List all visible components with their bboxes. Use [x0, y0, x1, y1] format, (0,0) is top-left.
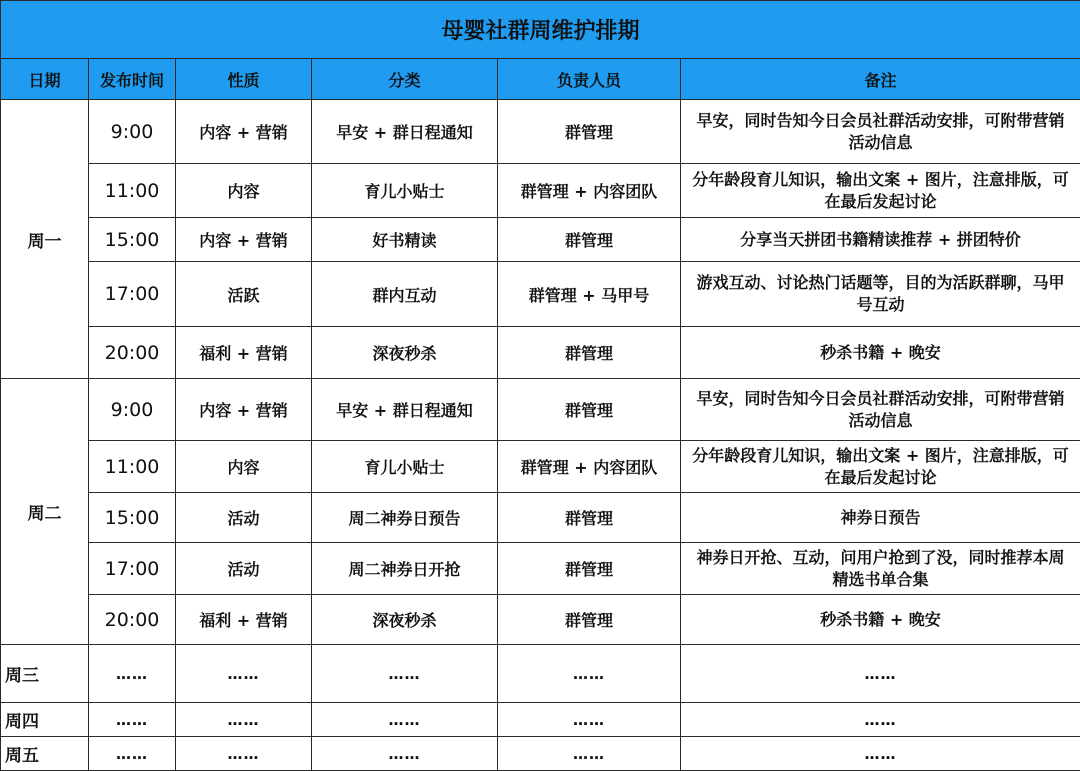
owner-cell: 群管理 [498, 543, 681, 595]
time-cell: 15:00 [89, 493, 176, 543]
table-row [1, 262, 1080, 327]
nature-cell: 内容 + 营销 [176, 379, 312, 441]
table-row [1, 327, 1080, 379]
nature-cell: 内容 [176, 164, 312, 218]
table-row [1, 100, 1080, 164]
owner-cell: 群管理 [498, 493, 681, 543]
owner-cell: 群管理 [498, 218, 681, 262]
owner-cell: 群管理 [498, 379, 681, 441]
nature-cell: …… [176, 645, 312, 703]
nature-cell: …… [176, 737, 312, 771]
category-cell: 周二神券日开抢 [312, 543, 498, 595]
table-row [1, 737, 1080, 771]
nature-cell: 活动 [176, 543, 312, 595]
note-cell: 秒杀书籍 + 晚安 [681, 327, 1080, 379]
time-cell: …… [89, 703, 176, 737]
category-cell: 早安 + 群日程通知 [312, 379, 498, 441]
note-cell: 神券日预告 [681, 493, 1080, 543]
day-cell: 周五 [1, 737, 89, 771]
table-row [1, 441, 1080, 493]
table-row [1, 379, 1080, 441]
note-cell: 游戏互动、讨论热门话题等，目的为活跃群聊，马甲号互动 [681, 262, 1080, 327]
note-cell: 分享当天拼团书籍精读推荐 + 拼团特价 [681, 218, 1080, 262]
nature-cell: 福利 + 营销 [176, 595, 312, 645]
nature-cell: …… [176, 703, 312, 737]
owner-cell: 群管理 [498, 327, 681, 379]
category-cell: …… [312, 645, 498, 703]
owner-cell: 群管理 [498, 100, 681, 164]
table-row [1, 493, 1080, 543]
table-row [1, 703, 1080, 737]
table-title: 母婴社群周维护排期 [1, 1, 1080, 59]
day-cell: 周四 [1, 703, 89, 737]
note-cell: 早安，同时告知今日会员社群活动安排，可附带营销活动信息 [681, 100, 1080, 164]
category-cell: …… [312, 737, 498, 771]
header-category: 分类 [312, 59, 498, 100]
time-cell: 20:00 [89, 327, 176, 379]
time-cell: 15:00 [89, 218, 176, 262]
note-cell: …… [681, 737, 1080, 771]
category-cell: 育儿小贴士 [312, 441, 498, 493]
note-cell: 神券日开抢、互动，问用户抢到了没，同时推荐本周精选书单合集 [681, 543, 1080, 595]
table-row [1, 164, 1080, 218]
header-row [1, 59, 1080, 100]
owner-cell: …… [498, 645, 681, 703]
table-row [1, 218, 1080, 262]
category-cell: …… [312, 703, 498, 737]
nature-cell: 内容 + 营销 [176, 100, 312, 164]
time-cell: 17:00 [89, 262, 176, 327]
header-nature: 性质 [176, 59, 312, 100]
nature-cell: 活动 [176, 493, 312, 543]
time-cell: 17:00 [89, 543, 176, 595]
category-cell: 深夜秒杀 [312, 327, 498, 379]
day-cell: 周二 [1, 379, 89, 645]
category-cell: 好书精读 [312, 218, 498, 262]
note-cell: 分年龄段育儿知识，输出文案 + 图片，注意排版，可在最后发起讨论 [681, 441, 1080, 493]
category-cell: 周二神券日预告 [312, 493, 498, 543]
nature-cell: 福利 + 营销 [176, 327, 312, 379]
category-cell: 群内互动 [312, 262, 498, 327]
header-note: 备注 [681, 59, 1080, 100]
category-cell: 早安 + 群日程通知 [312, 100, 498, 164]
owner-cell: …… [498, 737, 681, 771]
time-cell: 9:00 [89, 100, 176, 164]
nature-cell: 活跃 [176, 262, 312, 327]
note-cell: 分年龄段育儿知识，输出文案 + 图片，注意排版，可在最后发起讨论 [681, 164, 1080, 218]
owner-cell: …… [498, 703, 681, 737]
time-cell: 20:00 [89, 595, 176, 645]
day-cell: 周一 [1, 100, 89, 379]
note-cell: 早安，同时告知今日会员社群活动安排，可附带营销活动信息 [681, 379, 1080, 441]
note-cell: 秒杀书籍 + 晚安 [681, 595, 1080, 645]
time-cell: 9:00 [89, 379, 176, 441]
category-cell: 育儿小贴士 [312, 164, 498, 218]
category-cell: 深夜秒杀 [312, 595, 498, 645]
owner-cell: 群管理 [498, 595, 681, 645]
table-row [1, 543, 1080, 595]
owner-cell: 群管理 + 马甲号 [498, 262, 681, 327]
time-cell: …… [89, 737, 176, 771]
time-cell: …… [89, 645, 176, 703]
day-cell: 周三 [1, 645, 89, 703]
header-owner: 负责人员 [498, 59, 681, 100]
header-time: 发布时间 [89, 59, 176, 100]
time-cell: 11:00 [89, 441, 176, 493]
nature-cell: 内容 + 营销 [176, 218, 312, 262]
owner-cell: 群管理 + 内容团队 [498, 164, 681, 218]
nature-cell: 内容 [176, 441, 312, 493]
table-row [1, 645, 1080, 703]
note-cell: …… [681, 703, 1080, 737]
owner-cell: 群管理 + 内容团队 [498, 441, 681, 493]
table-row [1, 595, 1080, 645]
note-cell: …… [681, 645, 1080, 703]
header-date: 日期 [1, 59, 89, 100]
time-cell: 11:00 [89, 164, 176, 218]
